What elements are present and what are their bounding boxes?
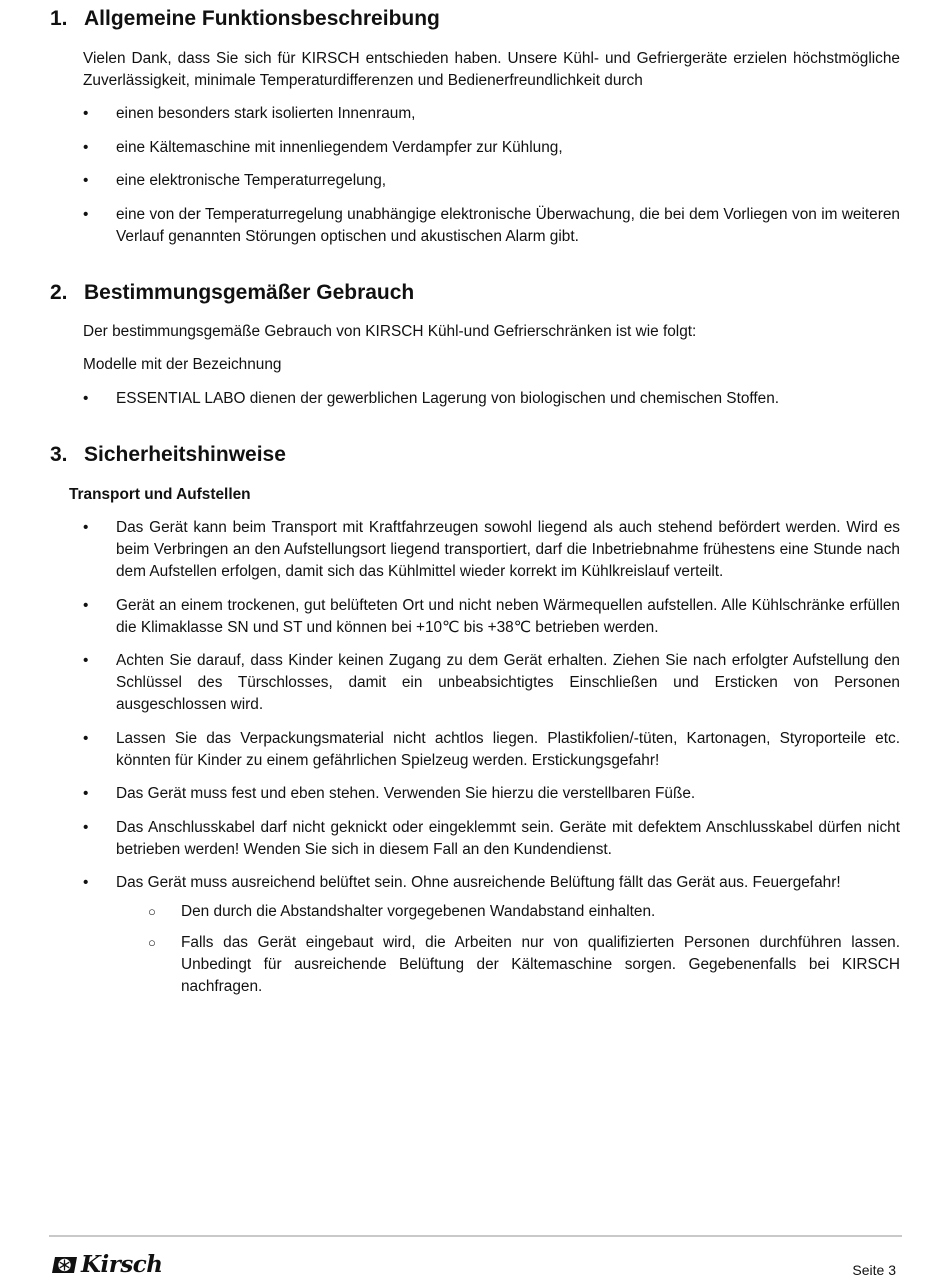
list-item: • Achten Sie darauf, dass Kinder keinen Zugang zu dem Gerät erhalten. Ziehen Sie nach erfolgter Aufstellung den Schlüssel des Türschlosses, damit ein unbeabsichtigtes Einschließen und Ersticken von Personen ausgeschlossen wird. bbox=[83, 652, 900, 713]
section-2-intro: Der bestimmungsgemäße Gebrauch von KIRSCH Kühl-und Gefrierschränken ist wie folgt: bbox=[83, 323, 697, 340]
bullet-glyph: • bbox=[83, 172, 89, 189]
page-number: Seite 3 bbox=[852, 1262, 896, 1278]
list-item: • einen besonders stark isolierten Innenraum, bbox=[83, 103, 900, 125]
section-1-intro: Vielen Dank, dass Sie sich für KIRSCH entschieden haben. Unsere Kühl- und Gefriergeräte erzielen höchstmögliche Zuverlässigkeit, minimale Temperaturdifferenzen und Bedienerfreundlichkeit durch bbox=[83, 50, 900, 89]
section-1-title: Allgemeine Funktionsbeschreibung bbox=[84, 7, 440, 30]
bullet-glyph: • bbox=[83, 390, 89, 407]
sub-bullet-glyph: ○ bbox=[148, 935, 156, 950]
list-item: • Das Gerät muss ausreichend belüftet sein. Ohne ausreichende Belüftung fällt das Gerät aus. Feuergefahr! bbox=[83, 872, 900, 894]
footer-divider bbox=[49, 1235, 902, 1237]
sub-bullet-glyph: ○ bbox=[148, 904, 156, 919]
list-item: • Lassen Sie das Verpackungsmaterial nicht achtlos liegen. Plastikfolien/-tüten, Kartonagen, Styroporteile etc. könnten für Kinder zu einem gefährlichen Spielzeug werden. Erstickungsgefahr! bbox=[83, 729, 900, 769]
bullet-glyph: • bbox=[83, 785, 89, 802]
bullet-glyph: • bbox=[83, 874, 89, 891]
section-3-number: 3. bbox=[50, 443, 68, 466]
list-item: • eine von der Temperaturregelung unabhängige elektronische Überwachung, die bei dem Vorliegen von im weiteren Verlauf genannten Störungen optischen und akustischen Alarm gibt. bbox=[83, 205, 900, 245]
sub-list-item: ○ Falls das Gerät eingebaut wird, die Arbeiten nur von qualifizierten Personen durchführen lassen. Unbedingt für ausreichende Belüftung der Kältemaschine sorgen. Gegebenenfalls bei KIRSCH nachfragen. bbox=[148, 934, 900, 995]
list-item: • eine Kältemaschine mit innenliegendem Verdampfer zur Kühlung, bbox=[83, 137, 900, 159]
list-item: • Das Gerät muss fest und eben stehen. Verwenden Sie hierzu die verstellbaren Füße. bbox=[83, 783, 900, 805]
bullet-glyph: • bbox=[83, 519, 89, 536]
bullet-glyph: • bbox=[83, 138, 89, 156]
bullet-glyph: • bbox=[83, 818, 89, 836]
bullet-glyph: • bbox=[83, 652, 89, 669]
section-3-subheading: Transport und Aufstellen bbox=[69, 486, 251, 503]
bullet-glyph: • bbox=[83, 205, 89, 223]
bullet-glyph: • bbox=[83, 105, 89, 122]
section-1-number: 1. bbox=[50, 7, 68, 30]
bullet-glyph: • bbox=[83, 596, 89, 614]
section-3-heading bbox=[50, 442, 286, 468]
list-item: • Das Anschlusskabel darf nicht geknickt oder eingeklemmt sein. Geräte mit defektem Anschlusskabel dürfen nicht betrieben werden! Wenden Sie sich in diesem Fall an den Kundendienst. bbox=[83, 818, 900, 858]
list-item: • ESSENTIAL LABO dienen der gewerblichen Lagerung von biologischen und chemischen Stoffen. bbox=[83, 388, 900, 410]
section-2-heading bbox=[50, 280, 414, 306]
section-1-heading bbox=[50, 6, 440, 32]
logo-wordmark: Kirsch bbox=[81, 1251, 163, 1278]
list-item: • Das Gerät kann beim Transport mit Kraftfahrzeugen sowohl liegend als auch stehend befördert werden. Wird es beim Verbringen an den Aufstellungsort liegend transportiert, darf die Inbetriebnahme frühestens eine Stunde nach dem Aufstellen erfolgen, damit sich das Kühlmittel wieder korrekt im Kühlkreislauf verteilt. bbox=[83, 519, 900, 580]
list-item: • eine elektronische Temperaturregelung, bbox=[83, 170, 900, 192]
section-2-intro-models: Modelle mit der Bezeichnung bbox=[83, 356, 282, 373]
snowflake-wheel-icon bbox=[51, 1254, 79, 1276]
section-3-bullet-list bbox=[83, 517, 900, 906]
section-1-bullet-list bbox=[83, 103, 900, 259]
sub-list-item: ○ Den durch die Abstandshalter vorgegebenen Wandabstand einhalten. bbox=[148, 901, 900, 923]
section-3-title: Sicherheitshinweise bbox=[84, 443, 286, 466]
list-item: • Gerät an einem trockenen, gut belüfteten Ort und nicht neben Wärmequellen aufstellen. Alle Kühlschränke erfüllen die Klimaklasse SN und ST und können bei +10℃ bis +38℃ betrieben werden. bbox=[83, 596, 900, 636]
section-3-sub-bullet-list bbox=[148, 901, 900, 1007]
section-2-number: 2. bbox=[50, 281, 68, 304]
bullet-glyph: • bbox=[83, 729, 89, 747]
section-2-title: Bestimmungsgemäßer Gebrauch bbox=[84, 281, 415, 304]
section-2-bullet-list bbox=[83, 388, 900, 422]
kirsch-logo bbox=[51, 1253, 163, 1277]
